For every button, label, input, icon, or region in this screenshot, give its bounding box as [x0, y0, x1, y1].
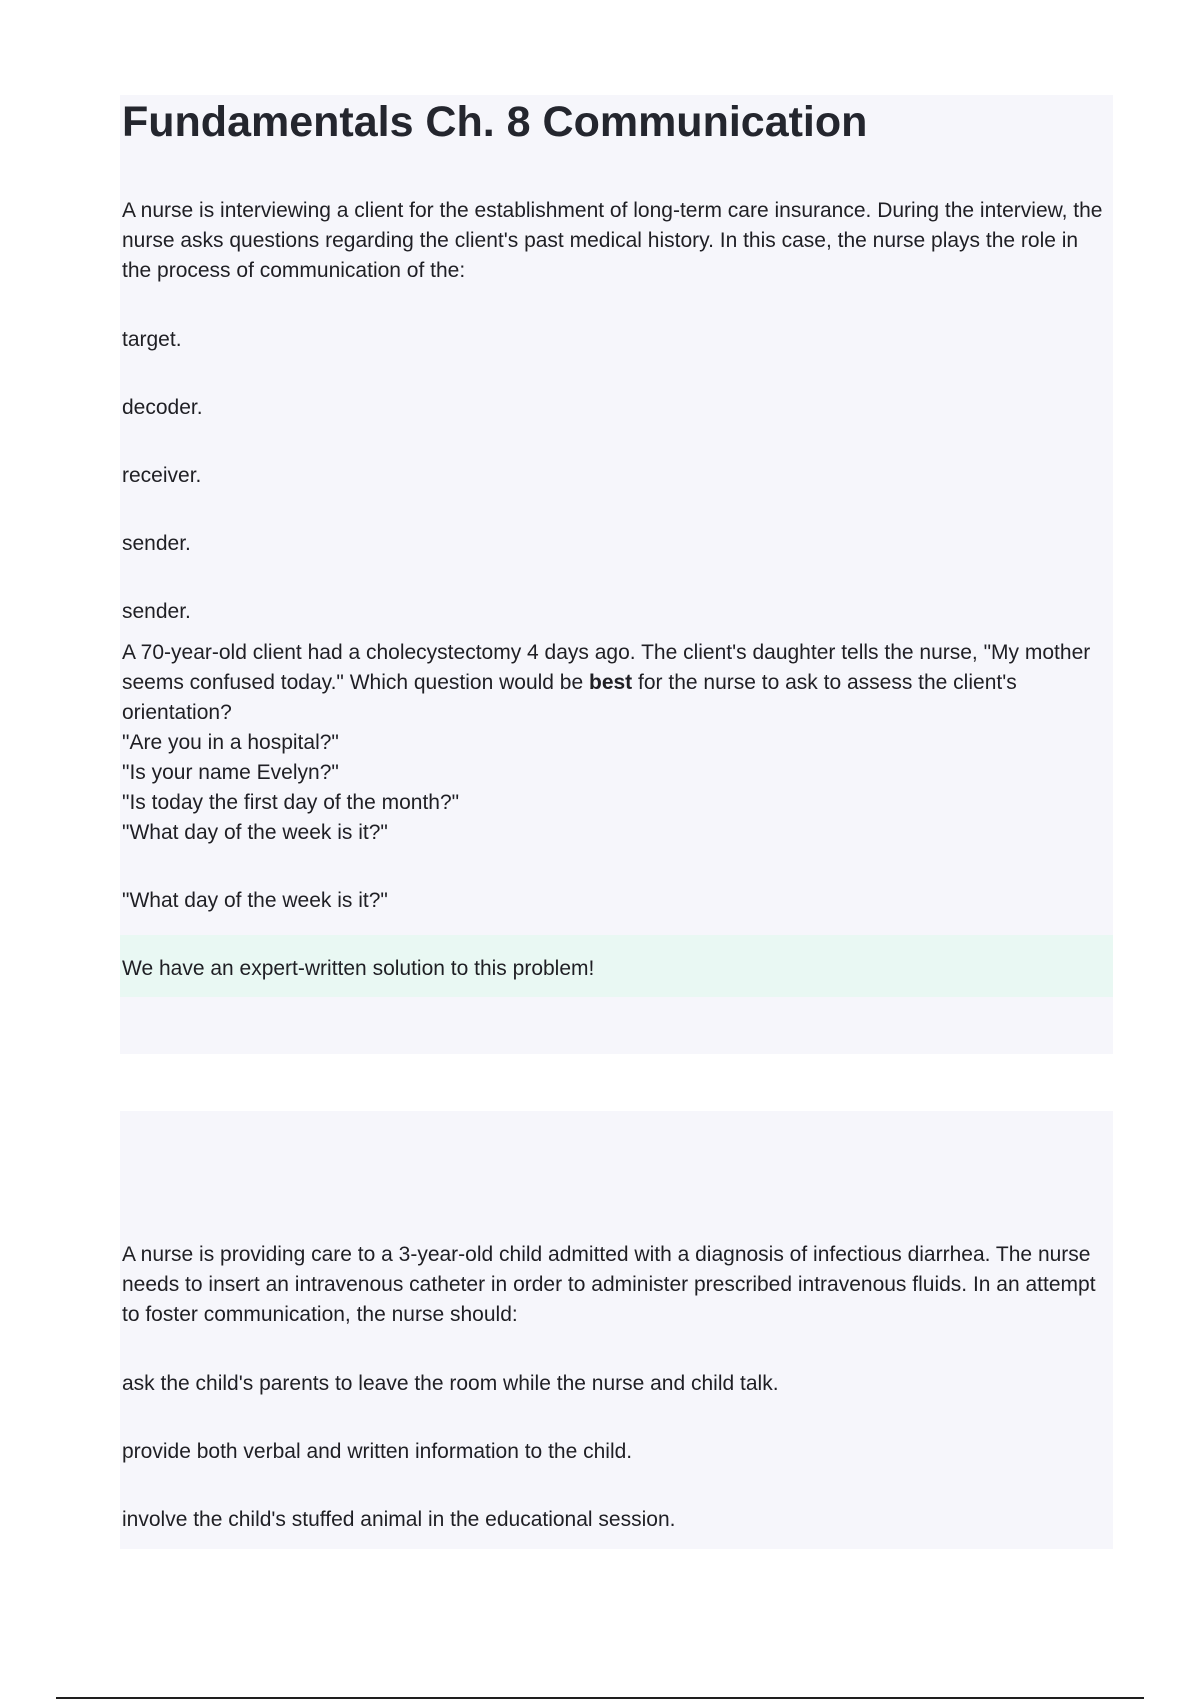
question-1-option-3[interactable]: receiver. — [122, 464, 202, 487]
page-title: Fundamentals Ch. 8 Communication — [122, 98, 868, 146]
question-3-option-3[interactable]: involve the child's stuffed animal in the educational session. — [122, 1508, 676, 1531]
question-2-prompt — [122, 638, 1112, 728]
question-3-prompt: A nurse is providing care to a 3-year-old child admitted with a diagnosis of infectious diarrhea. The nurse needs to insert an intravenous catheter in order to administer prescribed intravenous fluids. In an attempt to foster communication, the nurse should: — [122, 1243, 1096, 1326]
question-1-answer: sender. — [122, 600, 191, 623]
question-3-option-2[interactable]: provide both verbal and written information to the child. — [122, 1440, 633, 1463]
question-1-option-1[interactable]: target. — [122, 328, 182, 351]
question-2-option-1[interactable]: "Are you in a hospital?" — [122, 731, 339, 754]
question-2-answer: "What day of the week is it?" — [122, 889, 388, 912]
question-1-option-4[interactable]: sender. — [122, 532, 191, 555]
expert-solution-text[interactable]: We have an expert-written solution to this problem! — [122, 957, 595, 980]
question-2-option-4[interactable]: "What day of the week is it?" — [122, 821, 388, 844]
question-1-option-2[interactable]: decoder. — [122, 396, 203, 419]
page-gap-band — [120, 1054, 1113, 1111]
question-2-prompt-part2: for the nurse to ask to assess the client's orientation? — [122, 671, 1017, 724]
question-3-option-1[interactable]: ask the child's parents to leave the room while the nurse and child talk. — [122, 1372, 779, 1395]
question-2-prompt-part1: A 70-year-old client had a cholecystectomy 4 days ago. The client's daughter tells the nurse, "My mother seems confused today." Which question would be — [122, 641, 1091, 694]
footer-divider — [56, 1697, 1144, 1699]
question-2-prompt-emphasis: best — [589, 671, 633, 694]
question-2-option-2[interactable]: "Is your name Evelyn?" — [122, 761, 339, 784]
question-2-option-3[interactable]: "Is today the first day of the month?" — [122, 791, 460, 814]
question-1-prompt: A nurse is interviewing a client for the establishment of long-term care insurance. During the interview, the nurse asks questions regarding the client's past medical history. In this case, the nurse plays the role in the process of communication of the: — [122, 199, 1103, 282]
content-panel-bottom — [120, 1111, 1113, 1549]
